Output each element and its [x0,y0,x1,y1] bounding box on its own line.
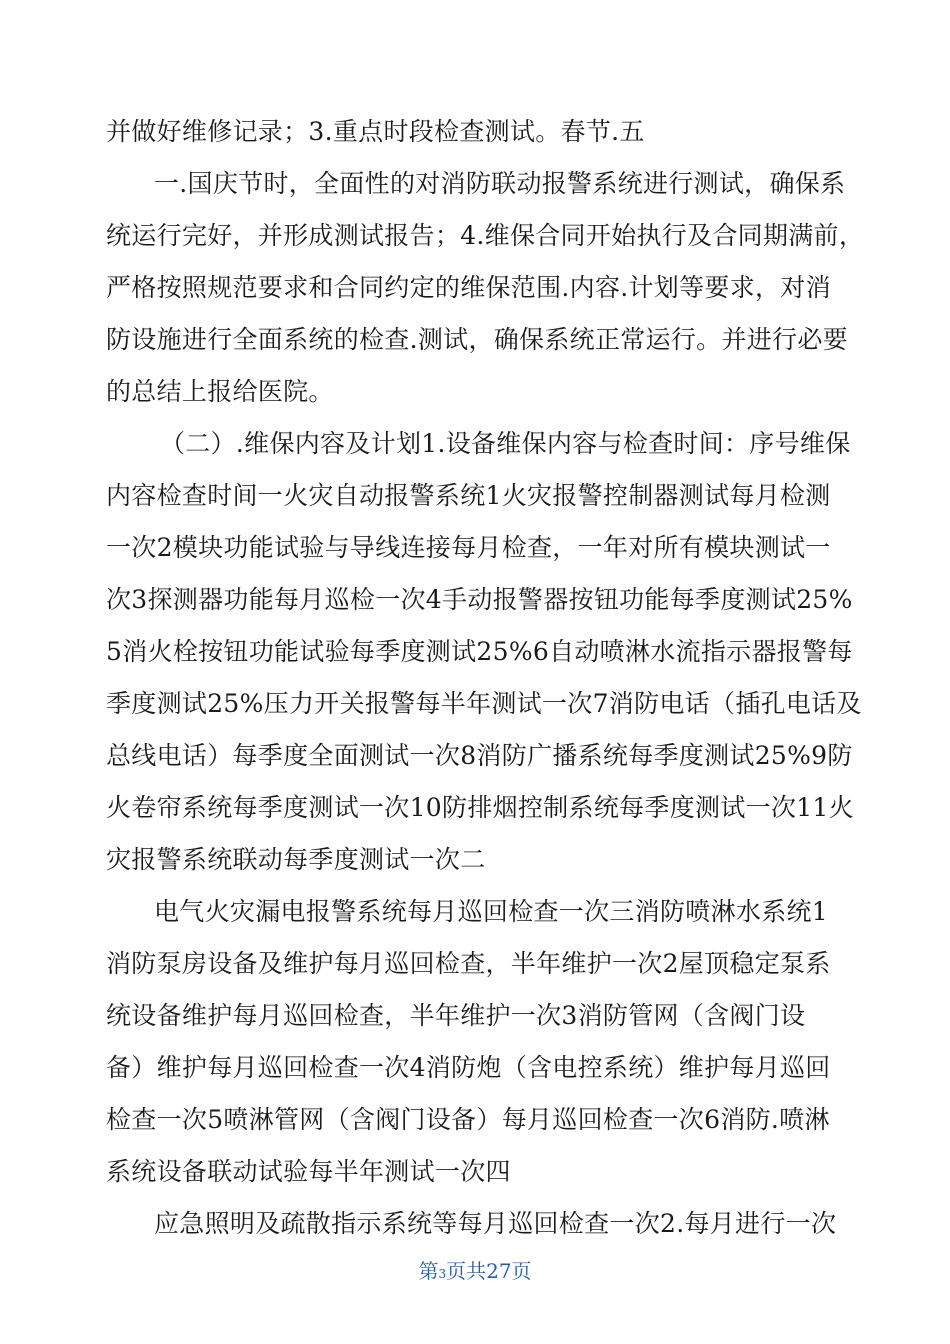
text-line: 季度测试25%压力开关报警每半年测试一次7消防电话（插孔电话及 [106,689,862,718]
page-footer [0,1258,950,1287]
text-line: 系统设备联动试验每半年测试一次四 [106,1157,511,1186]
text-line: 统设备维护每月巡回检查，半年维护一次3消防管网（含阀门设 [106,1001,806,1030]
text-line: 一.国庆节时，全面性的对消防联动报警系统进行测试，确保系 [154,169,846,198]
text-line: 备）维护每月巡回检查一次4消防炮（含电控系统）维护每月巡回 [106,1053,831,1082]
footer-suffix: 页 [511,1259,532,1283]
footer-prefix: 第 [418,1259,439,1283]
text-line: 应急照明及疏散指示系统等每月巡回检查一次2.每月进行一次 [154,1209,837,1238]
footer-total-pages: 27 [486,1259,512,1283]
text-line: 一次2模块功能试验与导线连接每月检查，一年对所有模块测试一 [106,533,831,562]
text-line: 的总结上报给医院。 [106,377,334,406]
text-line: 灾报警系统联动每季度测试一次二 [106,845,486,874]
text-line: 5消火栓按钮功能试验每季度测试25%6自动喷淋水流指示器报警每 [106,637,853,666]
text-line: （二）.维保内容及计划1.设备维保内容与检查时间：序号维保 [160,429,851,458]
text-line: 火卷帘系统每季度测试一次10防排烟控制系统每季度测试一次11火 [106,793,854,822]
text-line: 检查一次5喷淋管网（含阀门设备）每月巡回检查一次6消防.喷淋 [106,1105,830,1134]
footer-middle: 页共 [446,1259,487,1283]
footer-page-number: 3 [438,1267,447,1281]
text-line: 统运行完好，并形成测试报告；4.维保合同开始执行及合同期满前， [106,221,865,250]
text-line: 防设施进行全面系统的检查.测试，确保系统正常运行。并进行必要 [106,325,848,354]
text-line: 总线电话）每季度全面测试一次8消防广播系统每季度测试25%9防 [106,741,853,770]
text-line: 严格按照规范要求和合同约定的维保范围.内容.计划等要求，对消 [106,273,831,302]
text-line: 电气火灾漏电报警系统每月巡回检查一次三消防喷淋水系统1 [154,897,829,926]
text-line: 并做好维修记录；3.重点时段检查测试。春节.五 [106,117,645,146]
text-line: 内容检查时间一火灾自动报警系统1火灾报警控制器测试每月检测 [106,481,831,510]
text-line: 消防泵房设备及维护每月巡回检查，半年维护一次2屋顶稳定泵系 [106,949,831,978]
text-line: 次3探测器功能每月巡检一次4手动报警器按钮功能每季度测试25% [106,585,853,614]
